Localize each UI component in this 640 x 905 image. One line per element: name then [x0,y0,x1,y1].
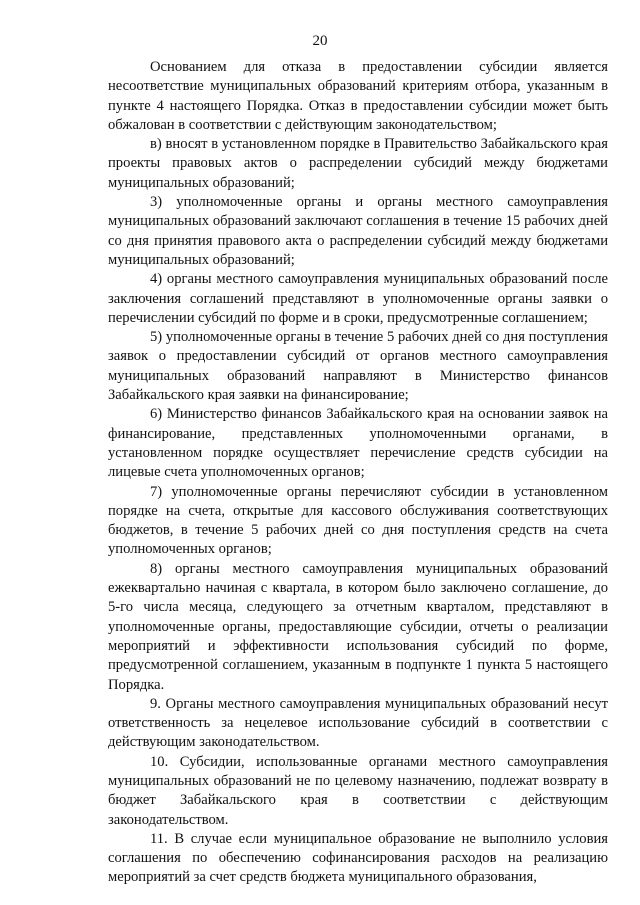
paragraph-point-11: 11. В случае если муниципальное образование не выполнило условия соглашения по обеспечению софинансирования расходов на реализацию мероприятий за счет средств бюджета муниципального образования, [108,830,608,886]
paragraph-item-7: 7) уполномоченные органы перечисляют субсидии в установленном порядке на счета, открытые для кассового обслуживания соответствующих бюджетов, в течение 5 рабочих дней со дня поступления средств на счета уполномоченных органов; [108,483,608,558]
paragraph-point-9: 9. Органы местного самоуправления муниципальных образований несут ответственность за нецелевое использование субсидий в соответствии с действующим законодательством. [108,695,608,751]
paragraph-refusal-grounds: Основанием для отказа в предоставлении субсидии является несоответствие муниципальных образований критериям отбора, указанным в пункте 4 настоящего Порядка. Отказ в предоставлении субсидии может быть обжалован в соответствии с действующим законодательством; [108,59,608,133]
page-number: 20 [312,33,328,49]
document-body [108,58,608,888]
paragraph-item-8: 8) органы местного самоуправления муниципальных образований ежеквартально начиная с квартала, в котором было заключено соглашение, до 5-го числа месяца, следующего за отчетным кварталом, представляют в уполномоченные органы, предоставляющие субсидии, отчеты о реализации мероприятий и эффективности использования субсидий по форме, предусмотренной соглашением, указанным в подпункте 1 пункта 5 настоящего Порядка. [108,560,608,693]
paragraph-item-v: в) вносят в установленном порядке в Правительство Забайкальского края проекты правовых актов о распределении субсидий между бюджетами муниципальных образований; [108,136,608,191]
paragraph-item-5: 5) уполномоченные органы в течение 5 рабочих дней со дня поступления заявок о предоставлении субсидий от органов местного самоуправления муниципальных образований направляют в Министерство финансов Забайкальского края заявки на финансирование; [108,329,608,404]
paragraph-item-3: 3) уполномоченные органы и органы местного самоуправления муниципальных образований заключают соглашения в течение 15 рабочих дней со дня принятия правового акта о распределении субсидий между бюджетами муниципальных образований; [108,194,608,268]
paragraph-item-4: 4) органы местного самоуправления муниципальных образований после заключения соглашений представляют в уполномоченные органы заявки о перечислении субсидий по форме и в сроки, предусмотренные соглашением; [108,271,608,326]
paragraph-item-6: 6) Министерство финансов Забайкальского края на основании заявок на финансирование, представленных уполномоченными органами, в установленном порядке осуществляет перечисление средств субсидии на лицевые счета уполномоченных органов; [108,406,608,481]
paragraph-point-10: 10. Субсидии, использованные органами местного самоуправления муниципальных образований не по целевому назначению, подлежат возврату в бюджет Забайкальского края в соответствии с действующим законодательством. [108,753,608,828]
